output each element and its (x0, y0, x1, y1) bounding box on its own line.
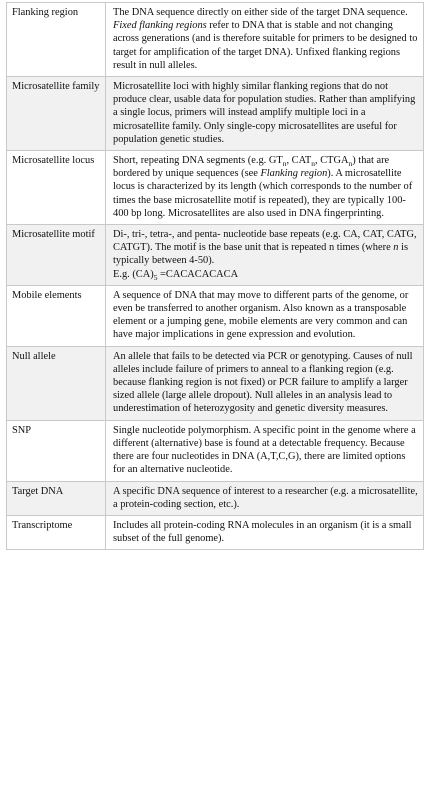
subscript: n (311, 159, 316, 169)
definition-text: The DNA sequence directly on either side of the target DNA sequence. (113, 7, 408, 18)
term-cell: Mobile elements (7, 285, 106, 346)
subscript: n (282, 159, 287, 169)
table-row (7, 285, 424, 346)
table-row (7, 481, 424, 515)
definition-text: ). A microsatellite locus is characterized by its length (which corresponds to the number of times the base microsatellite motif is repeated), they are typically 100-400 bp long. Microsatellites are also used in DNA fingerprinting. (113, 168, 413, 219)
definition-text: Short, repeating DNA segments (e.g. GT (113, 155, 283, 167)
definition-cell (106, 420, 424, 481)
definition-cell (106, 285, 424, 346)
definition-cell (106, 515, 424, 549)
term-cell: Microsatellite family (7, 77, 106, 151)
italic-term: Flanking region (260, 168, 328, 180)
definition-text: E.g. (CA) (113, 268, 154, 280)
table-row (7, 515, 424, 549)
definition-text: refer to DNA that is stable and not changing across generations (and is therefore suitable for primers to be designed to target for amplification of the target DNA). Unfixed flanking regions result in null alleles. (113, 20, 418, 71)
definition-cell (106, 225, 424, 286)
definition-text: , CAT (286, 155, 312, 167)
definition-cell (106, 3, 424, 77)
term-cell: Target DNA (7, 481, 106, 515)
subscript: 5 (153, 272, 158, 282)
table-row (7, 3, 424, 77)
definition-text: ) that are bordered by unique sequences (see (113, 155, 390, 180)
glossary-body (7, 3, 424, 550)
table-row (7, 346, 424, 420)
definition-text: An allele that fails to be detected via PCR or genotyping. Causes of null alleles include failure of primers to anneal to a flanking region (e.g. because flanking region is not fixed) or PCR failure to amplify a larger sized allele (large allele dropout). Null alleles in an analysis lead to underestimation of heterozygosity and genetic diversity measures. (113, 350, 413, 415)
glossary-table (6, 2, 424, 550)
table-row (7, 225, 424, 286)
definition-cell (106, 346, 424, 420)
definition-text: =CACACACACA (157, 268, 239, 280)
definition-text: , CTGA (315, 155, 349, 167)
definition-cell (106, 151, 424, 225)
term-cell: Microsatellite locus (7, 151, 106, 225)
table-row (7, 420, 424, 481)
definition-text: Microsatellite loci with highly similar flanking regions that do not produce clear, usable data for population studies. Rather than amplifying a single locus, primers will instead amplify multiple loci in a microsatellite family. Only single-copy microsatellites are useful for population genetic studies. (113, 81, 416, 145)
italic-term: Fixed flanking regions (113, 20, 207, 32)
term-cell: SNP (7, 420, 106, 481)
definition-cell (106, 77, 424, 151)
term-cell: Flanking region (7, 3, 106, 77)
term-cell: Microsatellite motif (7, 225, 106, 286)
definition-text: is typically between 4-50). (113, 242, 409, 267)
table-row (7, 151, 424, 225)
definition-text: A specific DNA sequence of interest to a researcher (e.g. a microsatellite, a protein-coding section, etc.). (113, 485, 418, 510)
definition-cell (106, 481, 424, 515)
definition-text: A sequence of DNA that may move to different parts of the genome, or even be transferred to another organism. Also known as a transposable element or a jumping gene, mobile elements are very common and can have major implications in gene expression and evolution. (113, 289, 409, 341)
term-cell: Null allele (7, 346, 106, 420)
italic-term: n (393, 242, 399, 254)
definition-text: Single nucleotide polymorphism. A specific point in the genome where a different (alternative) base is found at a detectable frequency. Because there are four nucleotides in DNA (A,T,C,G), there are limited options for an alternative nucleotide. (113, 424, 416, 476)
subscript: n (348, 159, 353, 169)
definition-text: Includes all protein-coding RNA molecules in an organism (it is a small subset of the full genome). (113, 519, 412, 545)
term-cell: Transcriptome (7, 515, 106, 549)
table-row (7, 77, 424, 151)
definition-text: Di-, tri-, tetra-, and penta- nucleotide base repeats (e.g. CA, CAT, CATG, CATGT). The motif is the base unit that is repeated n times (where (113, 229, 417, 254)
